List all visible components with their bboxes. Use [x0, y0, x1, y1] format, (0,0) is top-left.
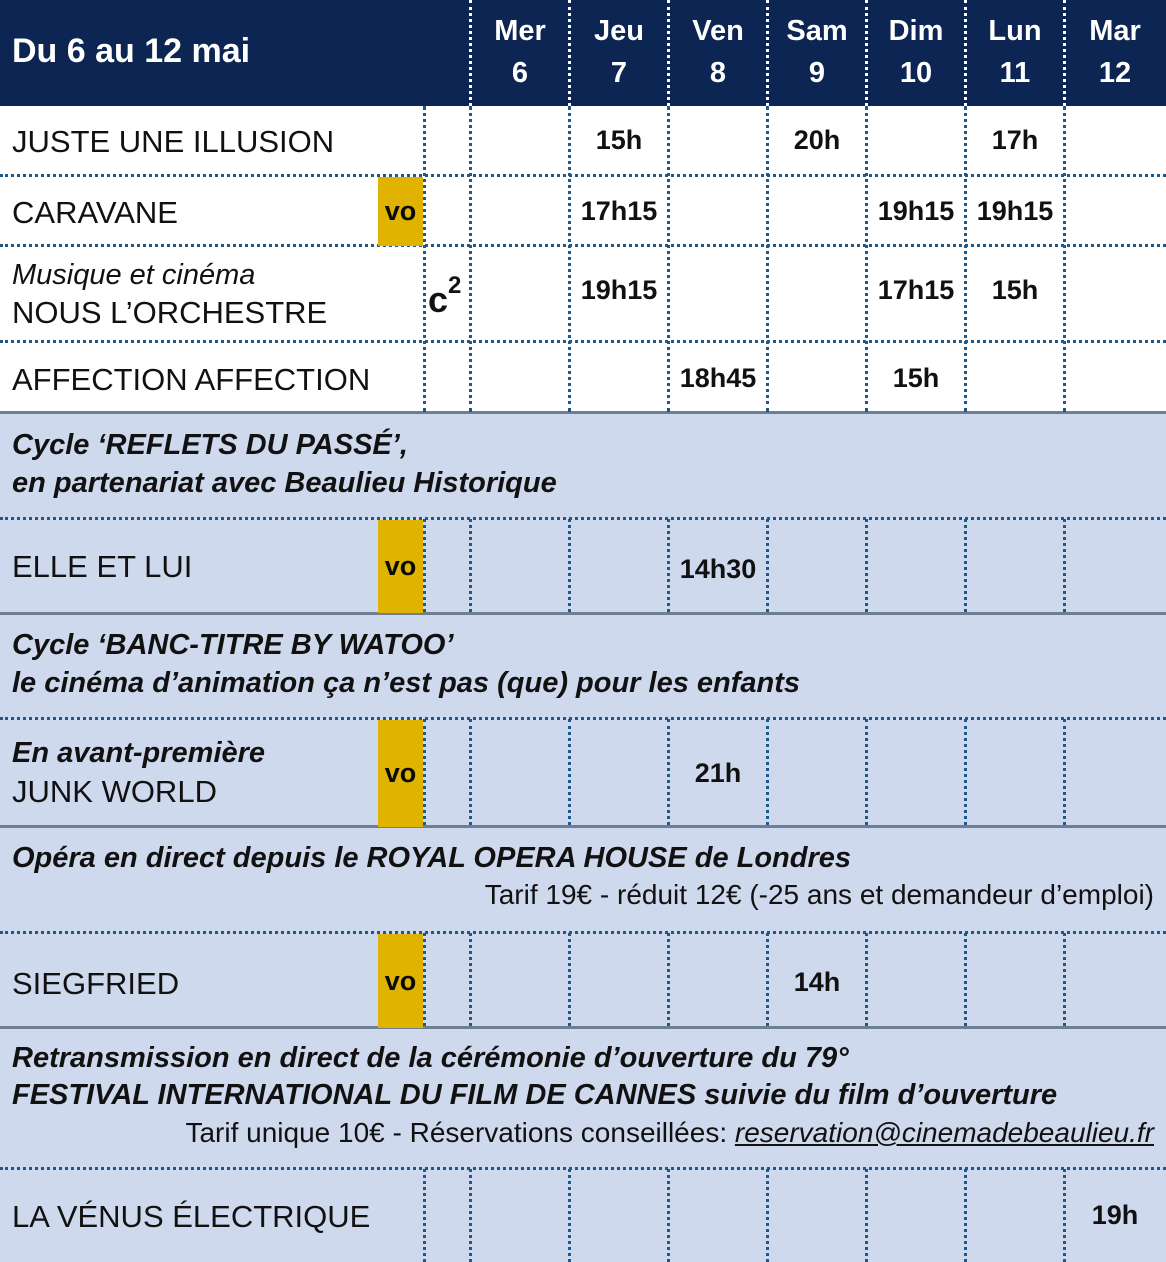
column-divider	[865, 933, 868, 1026]
showtime-ven: 18h45	[679, 363, 757, 393]
column-divider	[423, 1169, 426, 1262]
row-separator	[0, 931, 1166, 934]
price-text: Tarif unique 10€ - Réservations conseillées:	[185, 1117, 735, 1148]
column-divider	[423, 719, 426, 825]
showtime-jeu: 15h	[595, 125, 643, 155]
day-name: Jeu	[594, 15, 644, 47]
showtime-sam: 14h	[793, 967, 841, 997]
showtime-dim: 15h	[892, 363, 940, 393]
day-number: 9	[808, 57, 826, 89]
price-note	[185, 1117, 1154, 1149]
column-divider	[667, 1169, 670, 1262]
column-divider	[766, 1169, 769, 1262]
section-heading: le cinéma d’animation ça n’est pas (que) pour les enfants	[12, 667, 801, 699]
column-divider	[964, 1169, 967, 1262]
column-divider	[423, 933, 426, 1026]
row-separator	[0, 1167, 1166, 1170]
film-title: JUSTE UNE ILLUSION	[12, 124, 335, 159]
film-subtitle: En avant-première	[12, 737, 266, 769]
day-name: Dim	[888, 15, 944, 47]
day-sam	[769, 10, 865, 100]
film-title: JUNK WORLD	[12, 774, 217, 809]
row-separator	[0, 517, 1166, 520]
header-divider	[1063, 0, 1066, 106]
film-title: SIEGFRIED	[12, 966, 180, 1001]
vo-badge: vo	[378, 520, 423, 613]
showtime-dim: 19h15	[877, 196, 955, 226]
film-title: NOUS L’ORCHESTRE	[12, 295, 328, 330]
showtime-dim: 17h15	[877, 275, 955, 305]
column-divider	[766, 719, 769, 825]
day-mer	[472, 10, 568, 100]
reservation-email-link[interactable]: reservation@cinemadebeaulieu.fr	[734, 1117, 1154, 1148]
column-divider	[964, 933, 967, 1026]
column-divider	[766, 519, 769, 612]
column-divider	[423, 519, 426, 612]
price-note: Tarif 19€ - réduit 12€ (-25 ans et demandeur d’emploi)	[484, 879, 1154, 910]
column-divider	[1063, 106, 1066, 412]
vo-badge: vo	[378, 177, 423, 246]
day-mar	[1066, 10, 1164, 100]
column-divider	[568, 719, 571, 825]
day-number: 10	[899, 57, 933, 89]
day-number: 12	[1098, 57, 1132, 89]
showtime-lun: 17h	[991, 125, 1039, 155]
showtime-lun: 15h	[991, 275, 1039, 305]
section-heading: en partenariat avec Beaulieu Historique	[12, 467, 557, 499]
section-heading: Cycle ‘BANC-TITRE BY WATOO’	[12, 629, 454, 661]
column-divider	[568, 1169, 571, 1262]
day-jeu	[571, 10, 667, 100]
column-divider	[469, 719, 472, 825]
section-heading: FESTIVAL INTERNATIONAL DU FILM DE CANNES suivie du film d’ouverture	[12, 1079, 1058, 1111]
section-heading: Opéra en direct depuis le ROYAL OPERA HOUSE de Londres	[12, 842, 852, 874]
day-name: Mar	[1089, 15, 1141, 47]
film-title: AFFECTION AFFECTION	[12, 362, 371, 397]
header-divider	[865, 0, 868, 106]
day-name: Sam	[786, 15, 848, 47]
vo-badge: vo	[378, 720, 423, 827]
row-separator	[0, 717, 1166, 720]
page-title: Du 6 au 12 mai	[12, 32, 251, 70]
showtime-ven: 14h30	[679, 554, 757, 584]
header-bar	[0, 0, 1166, 106]
showtime-ven: 21h	[694, 758, 742, 788]
section-separator	[0, 825, 1166, 828]
section-heading: Cycle ‘REFLETS DU PASSÉ’,	[12, 429, 408, 461]
header-divider	[469, 0, 472, 106]
showtime-sam: 20h	[793, 125, 841, 155]
c2-letter: c	[428, 279, 449, 320]
day-number: 8	[709, 57, 727, 89]
column-divider	[1063, 719, 1066, 825]
column-divider	[865, 1169, 868, 1262]
showtime-jeu: 17h15	[580, 196, 658, 226]
day-lun	[967, 10, 1063, 100]
day-number: 11	[999, 57, 1031, 89]
column-divider	[469, 519, 472, 612]
section-separator	[0, 1026, 1166, 1029]
film-title: ELLE ET LUI	[12, 549, 193, 584]
row-separator	[0, 174, 1166, 177]
column-divider	[964, 719, 967, 825]
header-divider	[766, 0, 769, 106]
showtime-jeu: 19h15	[580, 275, 658, 305]
column-divider	[469, 1169, 472, 1262]
row-separator	[0, 340, 1166, 343]
column-divider	[1063, 519, 1066, 612]
c2-exponent: 2	[448, 272, 462, 299]
vo-badge: vo	[378, 934, 423, 1028]
header-divider	[568, 0, 571, 106]
day-name: Ven	[692, 15, 744, 47]
day-name: Mer	[494, 15, 546, 47]
showtime-lun: 19h15	[976, 196, 1054, 226]
film-title: LA VÉNUS ÉLECTRIQUE	[12, 1199, 371, 1234]
header-divider	[964, 0, 967, 106]
section-heading: Retransmission en direct de la cérémonie d’ouverture du 79°	[12, 1042, 849, 1074]
film-title: CARAVANE	[12, 195, 178, 230]
column-divider	[568, 519, 571, 612]
column-divider	[469, 933, 472, 1026]
c2-label	[428, 272, 462, 321]
row-separator	[0, 244, 1166, 247]
column-divider	[423, 106, 426, 412]
column-divider	[865, 719, 868, 825]
column-divider	[1063, 933, 1066, 1026]
section-separator	[0, 411, 1166, 414]
day-number: 7	[610, 57, 628, 89]
column-divider	[568, 933, 571, 1026]
day-ven	[670, 10, 766, 100]
day-dim	[868, 10, 964, 100]
column-divider	[667, 933, 670, 1026]
day-number: 6	[511, 57, 529, 89]
header-divider	[667, 0, 670, 106]
column-divider	[964, 519, 967, 612]
day-name: Lun	[988, 15, 1042, 47]
film-subtitle: Musique et cinéma	[12, 259, 256, 291]
section-separator	[0, 612, 1166, 615]
showtime-mar: 19h	[1091, 1200, 1139, 1230]
column-divider	[865, 519, 868, 612]
column-divider	[469, 106, 472, 412]
